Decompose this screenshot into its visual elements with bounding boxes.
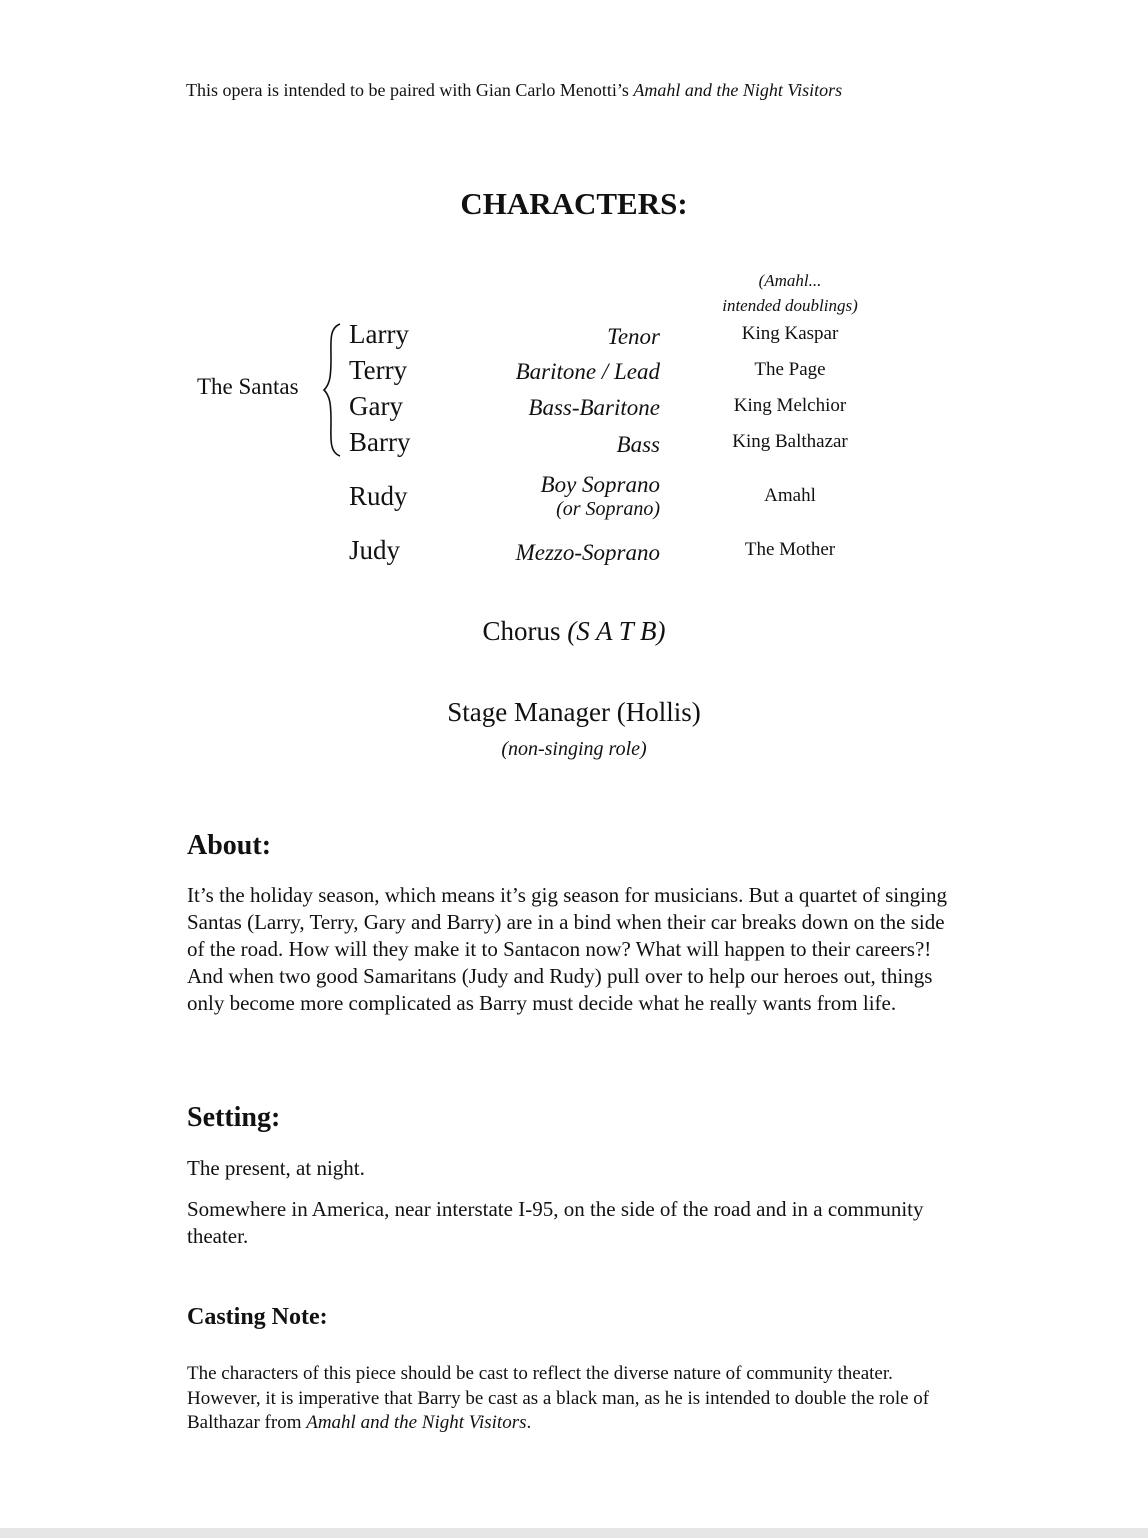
about-heading: About:: [187, 830, 272, 861]
santas-brace: [322, 322, 344, 458]
voice-type-rudy: Boy Soprano: [540, 472, 660, 497]
doubling-header: [700, 268, 880, 318]
character-name-gary: Gary: [349, 391, 403, 421]
chorus-label: Chorus: [482, 616, 568, 646]
character-name-terry: Terry: [349, 355, 408, 385]
bottom-scroll-bar: [0, 1528, 1148, 1538]
casting-text-end: .: [526, 1412, 532, 1433]
voice-type-terry: Baritone / Lead: [515, 359, 660, 384]
stage-manager-note: (non-singing role): [501, 738, 647, 760]
characters-title: CHARACTERS:: [460, 186, 688, 221]
voice-type-judy: Mezzo-Soprano: [515, 540, 660, 565]
doubling-larry: King Kaspar: [741, 323, 839, 344]
doubling-judy: The Mother: [744, 539, 836, 560]
character-name-judy: Judy: [349, 535, 401, 565]
intro-line: [186, 80, 842, 101]
character-name-larry: Larry: [349, 319, 409, 349]
santas-group-label: The Santas: [197, 374, 299, 399]
stage-manager-line: Stage Manager (Hollis): [447, 697, 701, 727]
doubling-gary: King Melchior: [733, 395, 847, 416]
casting-paragraph: [187, 1362, 962, 1436]
doubling-terry: The Page: [754, 359, 826, 380]
casting-text-main: The characters of this piece should be cast to reflect the diverse nature of community theater. However, it is imperative that Barry be cast as a black man, as he is intended to double the role of Balthazar from: [187, 1363, 930, 1433]
casting-text: [187, 1362, 962, 1436]
voice-type-barry: Bass: [616, 432, 660, 457]
doubling-header-line2: intended doublings): [722, 296, 858, 315]
casting-heading: Casting Note:: [187, 1304, 328, 1330]
voice-type-larry: Tenor: [607, 324, 660, 349]
voice-subtype-rudy: (or Soprano): [556, 498, 660, 520]
about-paragraph: It’s the holiday season, which means it’s gig season for musicians. But a quartet of singing Santas (Larry, Terry, Gary and Barry) are in a bind when their car breaks down on the side of the road. How will they make it to Santacon now? What will happen to their careers?! And when two good Samaritans (Judy and Rudy) pull over to help our heroes out, things only become more complicated as Barry must decide what he really wants from life.: [187, 883, 947, 1015]
about-text: [187, 882, 962, 1017]
character-name-rudy: Rudy: [349, 481, 408, 511]
setting-line2: Somewhere in America, near interstate I-95, on the side of the road and in a community theater.: [187, 1197, 924, 1248]
doubling-rudy: Amahl: [764, 485, 816, 506]
intro-text: This opera is intended to be paired with Gian Carlo Menotti’s: [186, 80, 634, 100]
setting-line1: The present, at night.: [187, 1156, 365, 1180]
character-name-barry: Barry: [349, 427, 411, 457]
chorus-parts: (S A T B): [567, 616, 666, 646]
doubling-header-line1: (Amahl...: [758, 271, 822, 290]
doubling-barry: King Balthazar: [732, 431, 848, 452]
setting-heading: Setting:: [187, 1102, 281, 1133]
chorus-line: [0, 616, 1148, 647]
casting-title: Amahl and the Night Visitors: [306, 1412, 527, 1433]
intro-title: Amahl and the Night Visitors: [633, 80, 843, 100]
voice-type-gary: Bass-Baritone: [528, 395, 660, 420]
